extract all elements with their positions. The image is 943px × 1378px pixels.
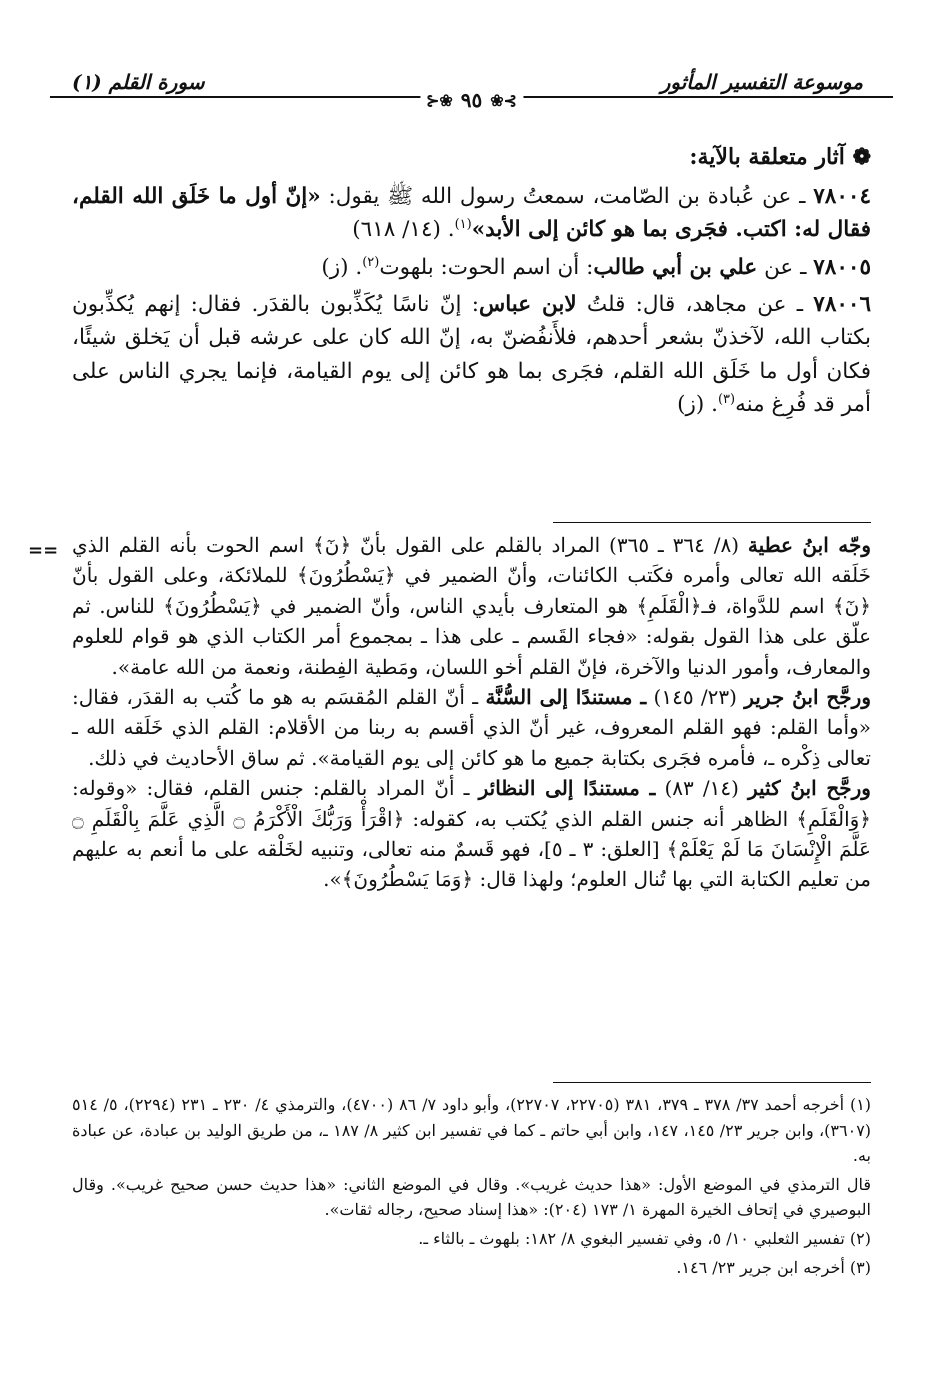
footnote-ref: (٣) <box>717 391 736 407</box>
method-label: ـ مستندًا إلى السُّنَّة <box>485 684 647 709</box>
page-number-block <box>420 88 523 112</box>
scholar-name: ورجَّح ابنُ جرير <box>744 684 871 709</box>
commentary-ref: (١٤/ ٨٣) <box>655 776 748 801</box>
narrator-name: لابن عباس <box>479 292 577 318</box>
commentary-ref: (٢٣/ ١٤٥) <box>646 684 745 709</box>
narration-text: ـ عن <box>757 254 807 280</box>
narration-number: ٧٨٠٠٦ <box>813 292 872 318</box>
footnote-ref: (٢) <box>362 254 380 270</box>
commentary-paragraph <box>72 682 871 773</box>
book-title: موسوعة التفسير المأثور <box>660 70 863 94</box>
narration-quote: «إنّ أول ما خَلَق الله القلم، فقال له: اكتب. فجَرى بما هو كائن إلى الأبد» <box>72 184 871 243</box>
method-label: ـ مستندًا إلى النظائر <box>478 776 656 801</box>
narrator-name: علي بن أبي طالب <box>593 254 758 280</box>
narration-number: ٧٨٠٠٤ <box>813 184 871 210</box>
scholar-name: ورجَّح ابنُ كثير <box>747 776 871 801</box>
footnote: قال الترمذي في الموضع الأول: «هذا حديث غريب». وقال في الموضع الثاني: «هذا حديث حسن صحيح غريب». وقال البوصيري في إتحاف الخيرة المهرة ١/ ١٧٣ (٢٠٤): «هذا إسناد صحيح، رجاله ثقات». <box>72 1174 871 1220</box>
star-ornament-icon: ❁ <box>844 144 871 170</box>
narration-text: : أن اسم الحوت: بلهوت <box>379 254 594 280</box>
section-title: آثار متعلقة بالآية: <box>689 144 845 170</box>
page-number: ٩٥ <box>460 88 483 112</box>
ornament-icon: ❀⊰ <box>425 90 453 110</box>
narration-text: ـ عن عُبادة بن الصّامت، سمعتُ رسول الله ﷺ يقول: <box>320 184 806 210</box>
commentary-paragraph <box>72 773 871 895</box>
section-heading <box>72 140 871 174</box>
footnote: (٣) أخرجه ابن جرير ٢٣/ ١٤٦. <box>676 1257 871 1277</box>
scholar-name: وجّه ابنُ عطية <box>747 533 871 557</box>
footnotes <box>72 1092 871 1283</box>
footnote: (١) أخرجه أحمد ٣٧/ ٣٧٨ ـ ٣٧٩، ٣٨١ (٢٢٧٠٥، ٢٢٧٠٧)، وأبو داود ٧/ ٨٦ (٤٧٠٠)، والترمذي ٤/ ٢٣٠ ـ ٢٣١ (٢٢٩٤)، ٥/ ٥١٤ (٣٦٠٧)، وابن جرير ٢٣/ ١٤٥، ١٤٧، وابن أبي حاتم ـ كما في تفسير ابن كثير ٨/ ١٨٧ ـ، من طريق الوليد بن عبادة، عن عبادة به. <box>72 1095 872 1166</box>
footnote: (٢) تفسير الثعلبي ١٠/ ٥، وفي تفسير البغوي ٨/ ١٨٢: بلهوث ـ بالثاء ـ. <box>418 1228 871 1248</box>
main-text <box>72 140 871 425</box>
narration <box>72 288 871 421</box>
commentary-notes <box>72 530 871 895</box>
narration-ref: . (١٤/ ٦١٨) <box>352 217 455 243</box>
ornament-icon: ⊱❀ <box>490 90 518 110</box>
commentary-text: ـ أنّ القلم المُقسَم به هو ما كُتب به القدَر، فقال: «وأما القلم: فهو القلم المعروف، غير أنّ الذي أقسم به ربنا من الأقلام: القلم الذي خَلَقه الله ـ تعالى ذِكْره ـ، فأمره فجَرى بكتابة جميع ما هو كائن إلى يوم القيامة». ثم ساق الأحاديث في ذلك. <box>72 684 871 770</box>
commentary-paragraph <box>72 530 871 682</box>
commentary-text: ـ أنّ المراد بالقلم: جنس القلم، فقال: «وقوله: ﴿وَالْقَلَمِ﴾ الظاهر أنه جنس القلم الذي يُكتب به، كقوله: ﴿اقْرَأْ وَرَبُّكَ الْأَكْرَمُ ۝ الَّذِي عَلَّمَ بِالْقَلَمِ ۝ عَلَّمَ الْإِنْسَانَ مَا لَمْ يَعْلَمْ﴾ [العلق: ٣ ـ ٥]، فهو قَسمٌ منه تعالى، وتنبيه لخَلْقه على ما أنعم به عليهم من تعليم الكتابة التي بها تُنال العلوم؛ ولهذا قال: ﴿وَمَا يَسْطُرُونَ﴾». <box>72 776 872 892</box>
narration-text: ـ عن مجاهد، قال: قلتُ <box>576 292 804 318</box>
notes-separator <box>553 522 871 523</box>
narration <box>72 251 871 284</box>
footnotes-separator <box>553 1082 871 1083</box>
footnote-ref: (١) <box>454 217 472 233</box>
continuation-mark: == <box>28 540 59 561</box>
narration <box>72 180 871 247</box>
narration-ref: . (ز) <box>677 391 718 417</box>
narration-number: ٧٨٠٠٥ <box>813 254 871 280</box>
narration-text: : إنّ ناسًا يُكَذِّبون بالقدَر. فقال: إنهم يُكذِّبون بكتاب الله، لآخذنّ بشعر أحدهم، فلأَنفُضنّ به، إنّ الله كان على عرشه قبل أن يَخلق شيئًا، فكان أول ما خَلَق الله القلم، فجَرى بما هو كائن إلى يوم القيامة، فإنما يجري الناس على أمر قد فُرِغ منه <box>72 292 871 417</box>
surah-title: سورة القلم (١) <box>72 70 205 94</box>
commentary-text: (٨/ ٣٦٤ ـ ٣٦٥) المراد بالقلم على القول بأنّ ﴿نٓ﴾ اسم الحوت بأنه القلم الذي خَلَقه الله تعالى وأمره فكَتب الكائنات، وأنّ الضمير في ﴿يَسْطُرُونَ﴾ للملائكة، وعلى القول بأنّ ﴿نٓ﴾ اسم للدَّواة، فـ﴿الْقَلَمِ﴾ هو المتعارف بأيدي الناس، وأنّ الضمير في ﴿يَسْطُرُونَ﴾ للناس. ثم علّق على هذا القول بقوله: «فجاء القَسم ـ على هذا ـ بمجموع أمر الكتاب الذي هو قوام للعلوم والمعارف، وأمور الدنيا والآخرة، فإنّ القلم أخو اللسان، ومَطية الفِطنة، ونعمة من الله عامة». <box>72 533 871 679</box>
narration-ref: . (ز) <box>321 254 363 280</box>
